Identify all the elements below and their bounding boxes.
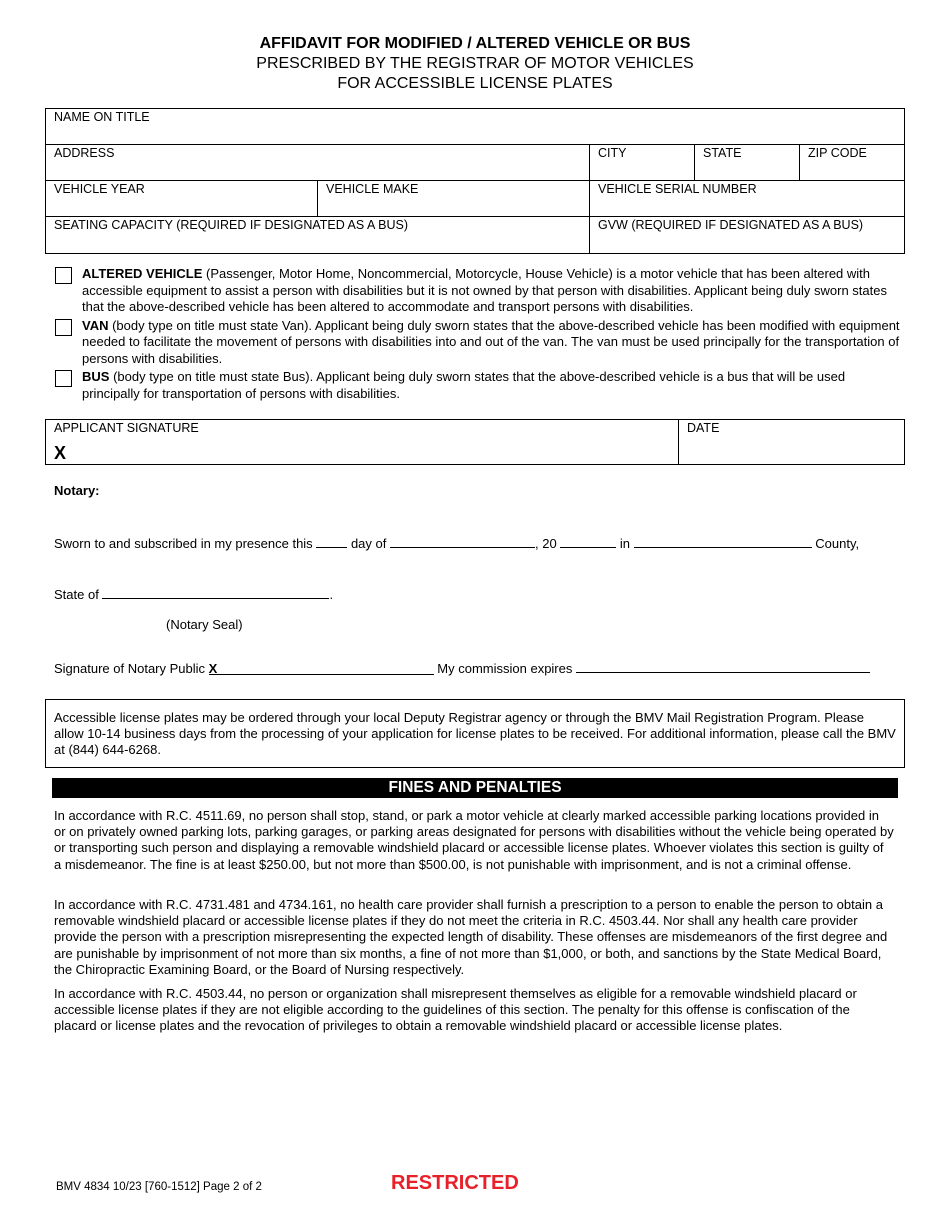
date-label: DATE — [687, 421, 720, 435]
notary-signature-blank[interactable] — [209, 661, 434, 675]
altered-vehicle-label: ALTERED VEHICLE — [82, 266, 203, 281]
altered-vehicle-checkbox[interactable] — [55, 267, 72, 284]
option-bus — [55, 369, 900, 402]
applicant-signature-box — [45, 419, 905, 465]
sworn-text-c: , 20 — [534, 536, 557, 551]
zip-code-field[interactable]: ZIP CODE — [808, 146, 867, 160]
commission-label: My commission expires — [437, 661, 573, 676]
van-text: (body type on title must state Van). Applicant being duly sworn states that the above-described vehicle has been modified with equipment needed to facilitate the movement of persons with disabilities into and out of the van. The van must be used principally for the transportation of persons with disabilities. — [82, 317, 900, 366]
day-blank[interactable] — [316, 534, 347, 548]
bus-checkbox[interactable] — [55, 370, 72, 387]
state-of-blank[interactable] — [102, 585, 329, 599]
sworn-text-d: in — [619, 536, 631, 551]
form-footer-id: BMV 4834 10/23 [760-1512] Page 2 of 2 — [56, 1181, 262, 1193]
vehicle-info-grid — [45, 108, 905, 254]
grid-row-name — [46, 109, 904, 145]
option-van — [55, 318, 900, 368]
notary-title: Notary: — [54, 483, 100, 498]
gvw-field[interactable]: GVW (REQUIRED IF DESIGNATED AS A BUS) — [598, 218, 864, 232]
notary-x-mark: X — [208, 661, 218, 676]
commission-blank[interactable] — [576, 659, 870, 673]
sworn-statement — [54, 534, 859, 551]
name-on-title-field[interactable]: NAME ON TITLE — [54, 110, 150, 124]
sworn-text-b: day of — [350, 536, 387, 551]
grid-row-vehicle — [46, 181, 904, 217]
vehicle-make-field[interactable]: VEHICLE MAKE — [318, 181, 590, 216]
signature-x-mark: X — [54, 443, 67, 463]
bus-text: (body type on title must state Bus). Applicant being duly sworn states that the above-described vehicle is a bus that will be used principally for transportation of persons with disabilities. — [82, 369, 846, 401]
vehicle-serial-field[interactable]: VEHICLE SERIAL NUMBER — [598, 182, 757, 196]
city-field[interactable]: CITY — [590, 145, 695, 180]
address-field[interactable]: ADDRESS — [46, 145, 590, 180]
sworn-text-e: County, — [815, 536, 860, 551]
applicant-signature-field[interactable] — [46, 420, 679, 464]
county-blank[interactable] — [634, 534, 812, 548]
fines-paragraph-3: In accordance with R.C. 4503.44, no person or organization shall misrepresent themselves as eligible for a removable windshield placard or accessible license plates if they are not eligible according to the guidelines of this section. The penalty for this offense is confiscation of the placard or license plates and the revocation of privileges to obtain a removable windshield placard or accessible license plates. — [54, 986, 857, 1034]
grid-row-capacity — [46, 217, 904, 253]
sworn-text-a: Sworn to and subscribed in my presence this — [54, 536, 313, 551]
notary-signature-line — [54, 659, 870, 676]
vehicle-year-field[interactable]: VEHICLE YEAR — [46, 181, 318, 216]
altered-vehicle-text: (Passenger, Motor Home, Noncommercial, Motorcycle, House Vehicle) is a motor vehicle that has been altered with accessible equipment to assist a person with disabilities but it is not owned by that person with disabilities. Applicant being duly sworn states that the above-described vehicle has been altered to accommodate and transport persons with disabilities. — [82, 266, 887, 314]
fines-heading: FINES AND PENALTIES — [52, 778, 898, 798]
state-of-period: . — [329, 587, 334, 602]
state-of-label: State of — [54, 587, 99, 602]
van-label: VAN — [82, 317, 109, 333]
applicant-signature-label: APPLICANT SIGNATURE — [54, 421, 199, 435]
restricted-label: RESTRICTED — [391, 1172, 519, 1194]
grid-row-address — [46, 145, 904, 181]
date-field[interactable] — [679, 420, 904, 464]
year-blank[interactable] — [560, 534, 616, 548]
bus-label: BUS — [82, 369, 110, 384]
seating-capacity-field[interactable]: SEATING CAPACITY (REQUIRED IF DESIGNATED AS A BUS) — [46, 217, 590, 253]
fines-paragraph-2: In accordance with R.C. 4731.481 and 4734.161, no health care provider shall furnish a prescription to a person to enable the person to obtain a removable windshield placard or accessible license plates if they do not meet the criteria in R.C. 4503.44. Nor shall any health care provider provide the person with a prescription misrepresenting the expected length of disability. These offenses are misdemeanors of the first degree and are punishable by imprisonment of not more than six months, a fine of not more than $1,000, or both, and sanctions by the State Medical Board, the Chiropractic Examining Board, or the Board of Nursing respectively. — [54, 897, 888, 977]
notary-signature-label: Signature of Notary Public — [54, 661, 206, 676]
state-of-line — [54, 585, 333, 602]
notary-seal: (Notary Seal) — [166, 617, 243, 632]
form-subtitle-2: FOR ACCESSIBLE LICENSE PLATES — [337, 75, 613, 92]
form-header — [0, 34, 950, 94]
vehicle-type-options — [55, 266, 900, 404]
fines-paragraph-1: In accordance with R.C. 4511.69, no person shall stop, stand, or park a motor vehicle at clearly marked accessible parking locations provided in or on privately owned parking lots, parking garages, or parking areas designated for persons with disabilities without the vehicle being operated by or transporting such person and displaying a removable windshield placard or accessible license plates. Whoever violates this section is guilty of a misdemeanor. The fine is at least $250.00, but not more than $500.00, is not punishable with imprisonment, and is not a criminal offense. — [54, 808, 894, 872]
state-field[interactable]: STATE — [695, 145, 800, 180]
van-checkbox[interactable] — [55, 319, 72, 336]
month-blank[interactable] — [390, 534, 535, 548]
form-subtitle-1: PRESCRIBED BY THE REGISTRAR OF MOTOR VEHICLES — [256, 55, 694, 72]
option-altered-vehicle — [55, 266, 900, 316]
info-box: Accessible license plates may be ordered through your local Deputy Registrar agency or through the BMV Mail Registration Program. Please allow 10-14 business days from the processing of your application for license plates to be received. For additional information, please call the BMV at (844) 644-6268. — [45, 699, 905, 768]
form-title: AFFIDAVIT FOR MODIFIED / ALTERED VEHICLE OR BUS — [259, 35, 691, 52]
